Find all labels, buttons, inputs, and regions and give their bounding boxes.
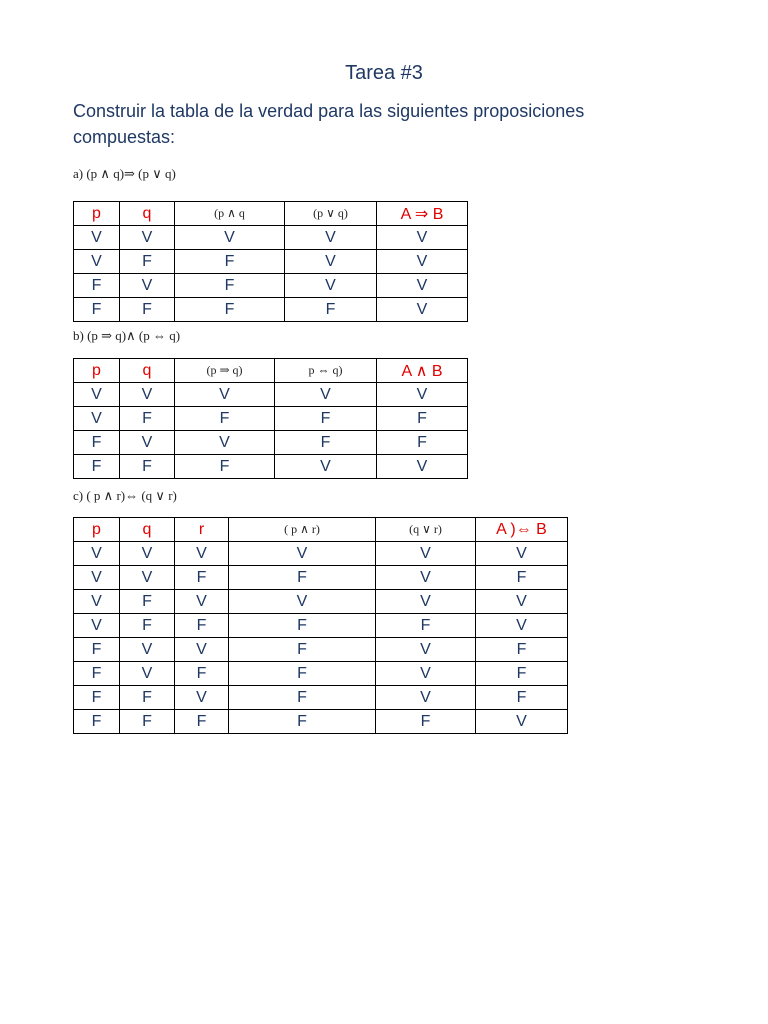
table-cell: V <box>74 226 120 250</box>
column-header: (q ∨ r) <box>376 518 476 542</box>
table-cell: V <box>377 455 468 479</box>
table-cell: V <box>377 383 468 407</box>
table-row <box>74 566 568 590</box>
table-row <box>74 614 568 638</box>
column-header: (p ∧ q <box>175 202 285 226</box>
table-cell: V <box>376 590 476 614</box>
table-cell: V <box>120 566 175 590</box>
table-header-row <box>74 202 468 226</box>
table-cell: V <box>476 542 568 566</box>
table-cell: F <box>120 298 175 322</box>
table-cell: F <box>376 614 476 638</box>
table-cell: F <box>74 431 120 455</box>
table-cell: F <box>74 274 120 298</box>
column-header: q <box>120 518 175 542</box>
table-row <box>74 590 568 614</box>
table-cell: V <box>376 566 476 590</box>
table-cell: V <box>175 590 229 614</box>
table-cell: F <box>229 638 376 662</box>
table-cell: F <box>120 614 175 638</box>
table-cell: V <box>120 638 175 662</box>
table-cell: V <box>175 542 229 566</box>
table-cell: F <box>175 710 229 734</box>
table-row <box>74 542 568 566</box>
table-row <box>74 710 568 734</box>
table-cell: V <box>175 686 229 710</box>
truth-table-a <box>73 201 468 322</box>
table-cell: V <box>74 250 120 274</box>
table-cell: F <box>229 710 376 734</box>
table-cell: V <box>376 662 476 686</box>
table-cell: V <box>74 407 120 431</box>
column-header: q <box>120 202 175 226</box>
table-cell: V <box>476 710 568 734</box>
table-cell: V <box>120 383 175 407</box>
table-header-row <box>74 518 568 542</box>
column-header: A )⇔ B <box>476 518 568 542</box>
table-row <box>74 298 468 322</box>
table-cell: F <box>120 590 175 614</box>
table-cell: V <box>74 542 120 566</box>
table-row <box>74 250 468 274</box>
table-cell: F <box>377 431 468 455</box>
table-cell: F <box>120 407 175 431</box>
table-row <box>74 407 468 431</box>
table-cell: V <box>377 226 468 250</box>
table-cell: F <box>120 455 175 479</box>
table-cell: V <box>285 274 377 298</box>
table-row <box>74 662 568 686</box>
table-cell: V <box>476 614 568 638</box>
table-cell: F <box>275 407 377 431</box>
page-title: Tarea #3 <box>345 62 423 84</box>
table-cell: V <box>120 274 175 298</box>
instruction-text: Construir la tabla de la verdad para las siguientes proposiciones compuestas: <box>73 101 585 147</box>
table-cell: F <box>275 431 377 455</box>
section-label-b: b) (p ⇒ q)∧ (p ⇔ q) <box>73 328 181 343</box>
table-cell: F <box>376 710 476 734</box>
column-header: q <box>120 359 175 383</box>
table-cell: V <box>275 383 377 407</box>
table-cell: F <box>175 274 285 298</box>
table-cell: F <box>74 638 120 662</box>
table-row <box>74 431 468 455</box>
table-cell: F <box>175 614 229 638</box>
table-cell: V <box>175 638 229 662</box>
table-row <box>74 383 468 407</box>
table-cell: V <box>120 431 175 455</box>
table-cell: F <box>175 250 285 274</box>
table-cell: V <box>376 542 476 566</box>
column-header: A ⇒ B <box>377 202 468 226</box>
table-cell: F <box>476 638 568 662</box>
table-cell: F <box>120 686 175 710</box>
section-label-c: c) ( p ∧ r)⇔ (q ∨ r) <box>73 488 177 503</box>
table-cell: V <box>377 250 468 274</box>
column-header: p <box>74 518 120 542</box>
table-cell: F <box>229 686 376 710</box>
column-header: r <box>175 518 229 542</box>
table-cell: V <box>175 431 275 455</box>
table-cell: F <box>285 298 377 322</box>
table-cell: V <box>120 662 175 686</box>
table-cell: F <box>175 407 275 431</box>
column-header: p <box>74 359 120 383</box>
table-cell: V <box>175 226 285 250</box>
table-cell: F <box>120 710 175 734</box>
table-cell: F <box>476 686 568 710</box>
table-cell: F <box>229 662 376 686</box>
table-cell: F <box>74 455 120 479</box>
table-row <box>74 226 468 250</box>
truth-table-b <box>73 358 468 479</box>
table-cell: F <box>120 250 175 274</box>
table-cell: V <box>229 590 376 614</box>
table-cell: V <box>74 566 120 590</box>
table-cell: V <box>74 614 120 638</box>
table-cell: V <box>120 542 175 566</box>
table-row <box>74 274 468 298</box>
column-header: (p ∨ q) <box>285 202 377 226</box>
table-cell: F <box>74 298 120 322</box>
column-header: p <box>74 202 120 226</box>
column-header: p ⇔ q) <box>275 359 377 383</box>
table-cell: F <box>74 686 120 710</box>
table-cell: F <box>74 662 120 686</box>
table-cell: F <box>377 407 468 431</box>
table-cell: V <box>74 590 120 614</box>
table-cell: V <box>275 455 377 479</box>
table-cell: V <box>285 226 377 250</box>
table-cell: F <box>74 710 120 734</box>
table-cell: V <box>74 383 120 407</box>
table-header-row <box>74 359 468 383</box>
table-cell: F <box>229 614 376 638</box>
table-cell: F <box>175 566 229 590</box>
table-cell: V <box>376 638 476 662</box>
table-row <box>74 455 468 479</box>
table-cell: V <box>120 226 175 250</box>
table-cell: V <box>476 590 568 614</box>
table-cell: V <box>229 542 376 566</box>
truth-table-c <box>73 517 568 734</box>
table-cell: V <box>175 383 275 407</box>
table-row <box>74 686 568 710</box>
table-cell: V <box>377 274 468 298</box>
table-cell: V <box>376 686 476 710</box>
table-cell: F <box>476 566 568 590</box>
table-cell: F <box>175 298 285 322</box>
column-header: A ∧ B <box>377 359 468 383</box>
table-cell: F <box>175 455 275 479</box>
table-cell: F <box>175 662 229 686</box>
column-header: ( p ∧ r) <box>229 518 376 542</box>
table-cell: V <box>377 298 468 322</box>
table-cell: V <box>285 250 377 274</box>
section-label-a: a) (p ∧ q)⇒ (p ∨ q) <box>73 166 176 181</box>
table-cell: F <box>476 662 568 686</box>
table-cell: F <box>229 566 376 590</box>
column-header: (p ⇒ q) <box>175 359 275 383</box>
table-row <box>74 638 568 662</box>
